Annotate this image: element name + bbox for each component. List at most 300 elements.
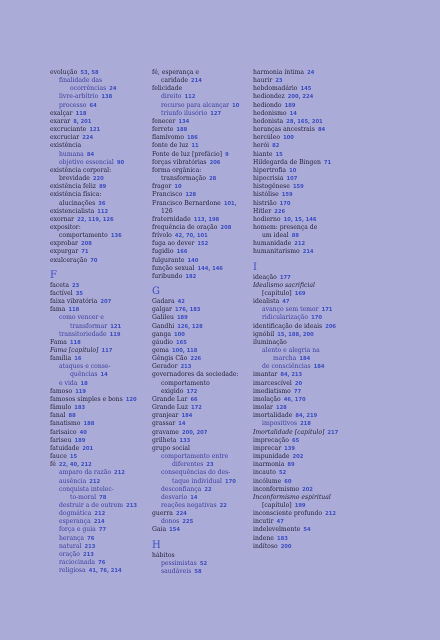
entry-term: evolução — [50, 69, 78, 76]
page-numbers: 15 — [69, 454, 78, 461]
entry-term: 126 — [161, 207, 173, 215]
index-subentry — [50, 102, 166, 110]
page-numbers: 28, 165, 201 — [286, 118, 323, 125]
page-numbers: 212 — [89, 478, 101, 485]
page-numbers: 145 — [300, 86, 312, 93]
index-entry — [50, 290, 166, 298]
page-numbers: 24 — [109, 86, 117, 93]
page-numbers: 176, 183 — [174, 307, 201, 314]
index-entry — [253, 93, 393, 101]
entry-term: excruciante — [50, 126, 87, 134]
index-entry — [253, 478, 393, 486]
page-numbers: 183 — [74, 405, 86, 412]
entry-term: [capítulo] — [262, 501, 292, 509]
entry-term: fonte de luz — [152, 142, 189, 150]
page-numbers: 23 — [275, 78, 283, 85]
index-entry — [253, 200, 393, 208]
entry-term: desvario — [161, 493, 188, 501]
entry-term: farisaico — [50, 428, 77, 436]
entry-term: indene — [253, 534, 274, 542]
entry-term: hábitos — [152, 551, 175, 559]
page-numbers: 213 — [84, 543, 96, 550]
page-numbers: 226 — [190, 356, 202, 363]
page-numbers: 213 — [82, 551, 94, 558]
page-numbers: 40 — [79, 429, 87, 436]
entry-term: desconfiança — [161, 485, 202, 493]
page-numbers: 177 — [279, 274, 291, 281]
index-column-1 — [50, 69, 166, 575]
entry-term: Gadara — [152, 298, 175, 306]
entry-term: marcha — [273, 355, 297, 363]
page-numbers: 42 — [177, 299, 185, 306]
page-numbers: 206 — [325, 323, 337, 330]
page-numbers: 120 — [125, 396, 137, 403]
index-subentry — [50, 200, 166, 208]
index-entry — [253, 274, 393, 282]
page-numbers: 107 — [286, 176, 298, 183]
entry-term: identificação de ideais — [253, 322, 323, 330]
page-numbers: 224 — [175, 511, 187, 518]
page-numbers: 16 — [74, 356, 82, 363]
page-numbers: 100 — [283, 135, 294, 142]
entry-term: fatuidade — [50, 444, 80, 452]
index-subentry — [50, 469, 166, 477]
entry-term: hodierno — [253, 215, 281, 223]
page-numbers: 22 — [219, 502, 227, 509]
page-numbers: 11 — [191, 143, 199, 150]
entry-term: to-moral — [70, 493, 97, 501]
page-numbers: 220 — [92, 176, 104, 183]
index-entry — [50, 191, 166, 199]
entry-term: transitoriedade — [59, 330, 107, 338]
page-numbers: 152 — [197, 241, 209, 248]
index-entry — [50, 388, 166, 396]
entry-term: ridicularização — [262, 314, 309, 322]
index-entry — [253, 396, 393, 404]
index-subentry — [253, 347, 393, 355]
entry-term: avanço sem temor — [262, 306, 319, 314]
index-subentry — [253, 314, 393, 322]
index-entry — [50, 404, 166, 412]
page-numbers: 36 — [98, 200, 106, 207]
page-numbers: 202 — [302, 486, 313, 493]
entry-term: impunidade — [253, 453, 290, 461]
page-numbers: 14 — [190, 494, 198, 501]
page-numbers: 77 — [293, 388, 302, 395]
index-entry — [253, 380, 393, 388]
entry-term: exarar — [50, 117, 71, 125]
index-column-3 — [253, 69, 393, 551]
page-numbers: 89 — [287, 462, 295, 469]
page-numbers: 54 — [303, 527, 311, 534]
page-numbers: 84 — [317, 127, 326, 134]
page-numbers: 20 — [294, 380, 303, 387]
index-subentry — [253, 306, 393, 314]
index-subentry — [253, 363, 393, 371]
page-numbers: 14 — [178, 421, 186, 428]
page-numbers: 218 — [300, 421, 311, 428]
entry-term: expurgar — [50, 248, 79, 256]
page-numbers: 47 — [276, 519, 284, 526]
page-numbers: 144, 146 — [197, 265, 223, 272]
entry-term: ganga — [152, 330, 171, 338]
entry-term: destruir a de outrem — [59, 501, 124, 509]
entry-term: hercúleo — [253, 134, 281, 142]
page-numbers: 170 — [311, 315, 322, 322]
entry-term: herança — [59, 534, 85, 542]
page-numbers: 200, 207 — [181, 429, 208, 436]
entry-term: ausência — [59, 477, 87, 485]
entry-term: imprecação — [253, 436, 289, 444]
entry-term: finalidade das — [59, 77, 103, 85]
index-entry — [50, 445, 166, 453]
page-numbers: 58 — [194, 568, 202, 575]
page-numbers: 134 — [178, 118, 190, 125]
entry-term: existência corporal: — [50, 166, 112, 174]
entry-term: oração — [59, 550, 80, 558]
page-numbers: 42, 70, 101 — [174, 233, 208, 240]
entry-term: incólume — [253, 477, 282, 485]
entry-term: hediondez — [253, 93, 285, 101]
page-numbers: 170 — [279, 200, 291, 207]
index-subentry — [50, 559, 166, 567]
page-numbers: 47 — [282, 299, 290, 306]
entry-term: ataques e conse- — [59, 363, 111, 371]
page-numbers: 15 — [275, 151, 283, 158]
entry-term: fariseu — [50, 436, 72, 444]
entry-term: Fama — [50, 338, 67, 346]
entry-term: existencialista — [50, 207, 95, 215]
entry-term: alento e alegria na — [262, 347, 320, 354]
entry-term: humanitarismo — [253, 248, 300, 256]
index-entry — [50, 167, 166, 175]
entry-term: exornar — [50, 215, 75, 223]
index-entry — [50, 306, 166, 314]
entry-term: fugidio — [152, 248, 174, 256]
entry-term: histrião — [253, 199, 277, 207]
page-numbers: 183 — [276, 535, 288, 542]
entry-term: excruciar — [50, 134, 80, 142]
page-numbers: 8, 201 — [73, 118, 92, 125]
entry-term: religiosa — [59, 567, 86, 575]
index-entry — [253, 159, 393, 167]
page-numbers: 212 — [94, 511, 106, 518]
entry-term: de consciências — [262, 363, 311, 371]
entry-term: iluminação — [253, 338, 287, 346]
entry-term: taque individual — [172, 477, 222, 485]
page-numbers: 53, 58 — [80, 70, 99, 76]
index-entry — [253, 437, 393, 445]
index-entry — [253, 339, 393, 347]
page-numbers: 226 — [274, 208, 286, 215]
index-subentry — [50, 331, 166, 339]
page-numbers: 208 — [81, 241, 92, 248]
index-entry — [50, 429, 166, 437]
page-numbers: 214 — [191, 78, 202, 85]
entry-term: Francisco — [152, 191, 183, 199]
entry-term: herói — [253, 142, 270, 150]
entry-term: inarmonia — [253, 461, 285, 469]
index-entry — [50, 208, 166, 216]
index-subentry — [50, 543, 166, 551]
index-subentry — [50, 478, 166, 486]
index-entry — [50, 412, 166, 420]
entry-term: Hildegarda de Bingen — [253, 158, 321, 166]
index-entry — [253, 102, 393, 110]
page-numbers: 225 — [182, 519, 194, 526]
entry-term: grilheta — [152, 436, 177, 444]
entry-term: fragor — [152, 183, 172, 191]
index-entry — [253, 461, 393, 469]
index-entry — [50, 142, 166, 150]
entry-term: recurso para alcançar — [161, 101, 230, 109]
entry-term: esperança — [59, 518, 91, 526]
page-numbers: 169 — [294, 290, 306, 297]
entry-term: Francisco Bernardone — [152, 199, 221, 207]
entry-term: amparo da razão — [59, 469, 111, 477]
entry-term: ocorrências — [70, 85, 107, 93]
entry-term: existência física: — [50, 191, 102, 199]
entry-term: homem: presença de — [253, 223, 318, 231]
entry-term: livre-arbítrio — [59, 93, 99, 101]
page-numbers: 71 — [323, 159, 332, 166]
entry-term: famosos simples e bons — [50, 395, 123, 403]
index-entry — [253, 388, 393, 396]
page-numbers: 182 — [185, 273, 197, 280]
page-numbers: 200, 224 — [287, 94, 314, 101]
page-numbers: 208 — [220, 224, 232, 231]
entry-term: dogmática — [59, 510, 92, 518]
entry-term: saudáveis — [161, 567, 192, 575]
page-numbers: 199 — [294, 502, 306, 509]
page-numbers: 60 — [284, 478, 292, 485]
page-numbers: 119 — [75, 388, 87, 395]
index-entry — [253, 518, 393, 526]
index-subentry — [152, 560, 270, 568]
page-numbers: 133 — [179, 437, 191, 444]
page-numbers: 126, 128 — [177, 323, 203, 330]
index-subentry — [50, 518, 166, 526]
page-numbers: 77 — [98, 527, 107, 534]
entry-term: indelevelmente — [253, 526, 301, 534]
page-numbers: 14 — [100, 372, 108, 379]
entry-term: expositor: — [50, 223, 81, 231]
section-letter-heading: H — [152, 539, 161, 551]
entry-term: Gaia — [152, 526, 167, 534]
index-entry — [253, 510, 393, 518]
page-numbers: 66 — [190, 396, 198, 403]
page-numbers: 159 — [281, 192, 293, 199]
page-numbers: 22, 119, 126 — [77, 216, 114, 223]
entry-term: natural — [59, 542, 82, 550]
entry-term: donos — [161, 518, 180, 526]
page-numbers: 28 — [209, 176, 217, 183]
entry-term: triunfo ilusório — [161, 109, 208, 117]
entry-term: raciocinada — [59, 559, 96, 567]
entry-term: fauce — [50, 453, 67, 461]
index-subentry — [50, 380, 166, 388]
index-entry — [50, 396, 166, 404]
index-entry — [50, 110, 166, 118]
index-subentry — [50, 314, 166, 322]
entry-term: haurir — [253, 77, 273, 85]
index-subentry — [50, 93, 166, 101]
entry-term: ideação — [253, 273, 277, 281]
page-numbers: 10 — [289, 167, 297, 174]
page-numbers: 172 — [191, 405, 202, 412]
index-entry — [50, 437, 166, 445]
entry-term: fé, esperança e — [152, 69, 200, 76]
entry-term: Imortalidade [capítulo] — [253, 428, 325, 436]
page-numbers: 139 — [284, 445, 295, 452]
page-numbers: 184 — [299, 356, 311, 363]
index-subentry — [253, 290, 393, 298]
page-numbers: 189 — [74, 437, 86, 444]
page-numbers: 212 — [325, 511, 336, 518]
page-numbers: 119 — [109, 331, 121, 338]
index-subentry — [152, 568, 270, 576]
entry-term: fâmulo — [50, 404, 72, 412]
page-numbers: 52 — [279, 470, 287, 477]
entry-term: Fonte de luz [prefácio] — [152, 150, 223, 158]
index-entry — [50, 420, 166, 428]
index-entry — [253, 412, 393, 420]
entry-term: gema — [152, 347, 169, 354]
entry-term: faceta — [50, 281, 69, 289]
index-entry — [253, 453, 393, 461]
page-numbers: 159 — [292, 184, 304, 191]
index-subentry — [50, 526, 166, 534]
page-numbers: 24 — [307, 70, 315, 76]
page-numbers: 136 — [110, 233, 122, 240]
entry-term: inconformismo — [253, 485, 300, 493]
entry-term: exprobar — [50, 240, 78, 248]
page-numbers: 184 — [313, 364, 325, 371]
entry-term: família — [50, 355, 72, 363]
page-numbers: 89 — [99, 184, 107, 191]
index-entry — [253, 404, 393, 412]
page-numbers: 121 — [89, 127, 101, 134]
index-entry — [50, 298, 166, 306]
index-subentry — [50, 77, 166, 85]
entry-term: idealista — [253, 298, 280, 306]
entry-term: [capítulo] — [262, 289, 292, 297]
entry-term: humana — [59, 150, 84, 158]
index-entry — [50, 240, 166, 248]
entry-term: força e guia — [59, 526, 96, 534]
page-numbers: 154 — [169, 527, 180, 534]
entry-term: fuga ao dever — [152, 240, 195, 248]
page-numbers: 52 — [199, 560, 208, 567]
page-numbers: 118 — [69, 339, 81, 346]
index-entry — [50, 69, 166, 77]
index-subentry — [253, 502, 393, 510]
entry-term: forças vibratórias — [152, 158, 207, 166]
entry-term: frequência de oração — [152, 223, 218, 231]
index-entry — [253, 85, 393, 93]
entry-term: exalçar — [50, 109, 73, 117]
page-numbers: 207 — [100, 299, 112, 306]
entry-term: Idealismo sacrificial — [253, 281, 315, 289]
page-numbers: 15, 188, 200 — [277, 331, 314, 338]
index-entry — [50, 453, 166, 461]
page-numbers: 206 — [209, 159, 221, 166]
index-subentry — [50, 510, 166, 518]
entry-term: processo — [59, 101, 87, 109]
index-entry — [253, 240, 393, 248]
entry-term: pessimistas — [161, 559, 197, 567]
page-numbers: 188 — [83, 421, 95, 428]
entry-term: grupo social — [152, 444, 190, 452]
entry-term: imortalidade — [253, 412, 293, 420]
page-numbers: 172 — [186, 388, 198, 395]
entry-term: hiante — [253, 150, 273, 158]
entry-term: gravame — [152, 428, 179, 436]
page-numbers: 76 — [98, 560, 106, 567]
page-numbers: 23 — [206, 462, 214, 469]
entry-term: diferentes — [172, 461, 204, 469]
entry-term: como vencer e — [59, 314, 104, 322]
entry-term: comportamento — [161, 379, 210, 387]
entry-term: fé — [50, 461, 56, 469]
page-numbers: 88 — [68, 413, 76, 420]
entry-term: brevidade — [59, 175, 90, 183]
index-entry — [50, 118, 166, 126]
entry-term: granjear — [152, 412, 179, 420]
entry-term: hipocrisia — [253, 175, 284, 183]
entry-term: grassar — [152, 420, 176, 428]
entry-term: Galileu — [152, 314, 174, 322]
section-letter-heading: F — [50, 269, 57, 281]
entry-term: Gêngis Cão — [152, 355, 188, 363]
index-entry — [253, 469, 393, 477]
index-subentry — [50, 371, 166, 379]
page-numbers: 127 — [210, 110, 222, 117]
page-numbers: 112 — [184, 94, 196, 101]
index-entry — [253, 486, 393, 494]
index-entry — [253, 134, 393, 142]
page-numbers: 18 — [80, 380, 88, 387]
entry-term: hipertrofia — [253, 166, 287, 174]
index-subentry — [50, 151, 166, 159]
entry-term: faixa vibratória — [50, 298, 98, 306]
page-numbers: 212 — [294, 241, 306, 248]
index-entry — [253, 248, 393, 256]
index-entry — [253, 429, 393, 437]
entry-term: famoso — [50, 387, 73, 395]
entry-term: transformação — [161, 175, 207, 183]
entry-term: gáudio — [152, 338, 173, 346]
page-numbers: 184 — [181, 413, 193, 420]
page-numbers: 213 — [126, 502, 137, 509]
index-subentry — [50, 494, 166, 502]
index-entry — [253, 535, 393, 543]
page-numbers: 65 — [291, 437, 300, 444]
entry-term: existência feliz — [50, 183, 97, 191]
index-entry — [253, 151, 393, 159]
page-numbers: 200 — [280, 543, 292, 550]
page-numbers: 140 — [187, 257, 199, 264]
page-numbers: 14 — [289, 110, 297, 117]
entry-term: um ideal — [262, 232, 289, 240]
entry-term: hedonismo — [253, 109, 287, 117]
entry-term: Grande Lar — [152, 395, 188, 403]
index-subentry — [50, 232, 166, 240]
entry-term: inconsciente profundo — [253, 510, 323, 518]
index-entry — [50, 339, 166, 347]
entry-term: hedonista — [253, 117, 284, 125]
page-numbers: 186 — [187, 135, 198, 142]
